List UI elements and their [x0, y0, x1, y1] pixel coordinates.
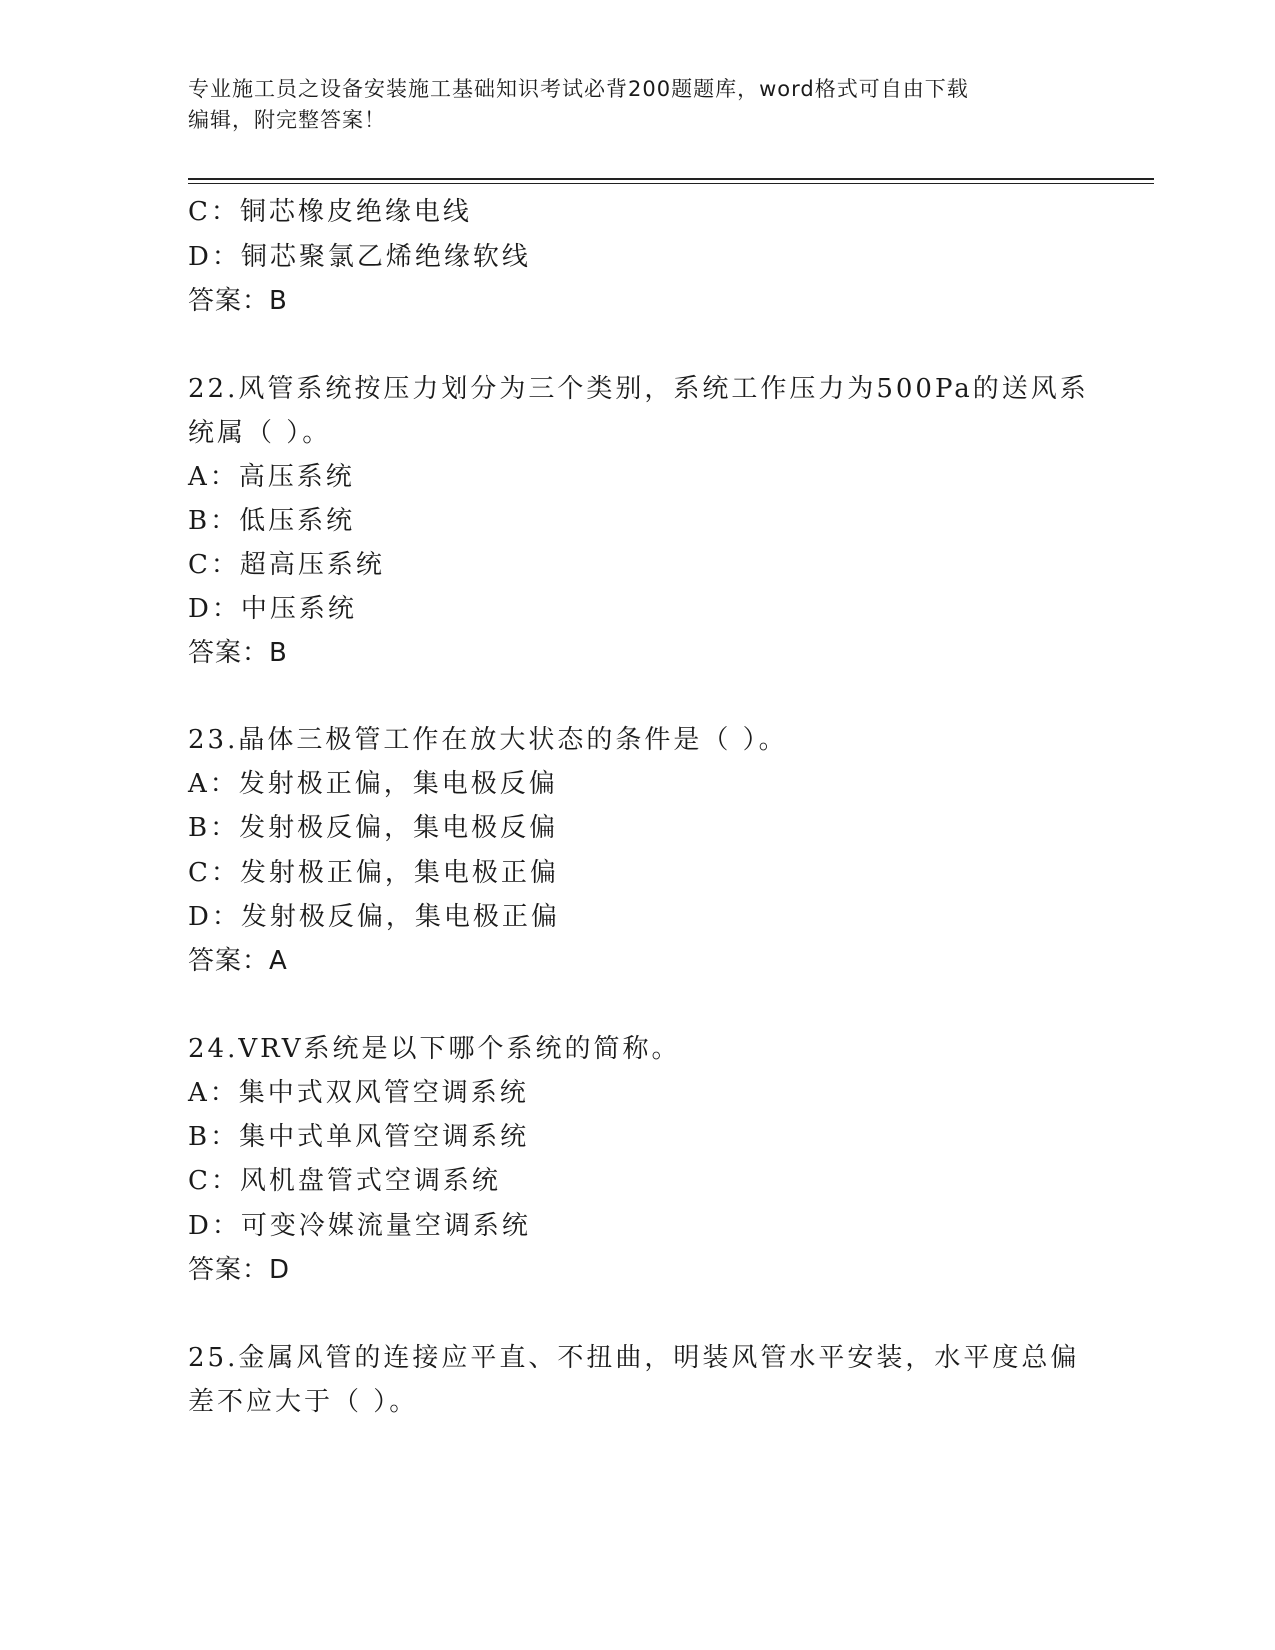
q22-answer: 答案：B — [188, 638, 288, 668]
q25-stem-line-2: 差不应大于（ ）。 — [188, 1387, 419, 1417]
q24-option-c: C：风机盘管式空调系统 — [188, 1166, 501, 1196]
q24-option-a: A：集中式双风管空调系统 — [188, 1078, 529, 1108]
q22-option-d: D：中压系统 — [188, 594, 357, 624]
q25-stem-line-1: 25.金属风管的连接应平直、不扭曲，明装风管水平安装，水平度总偏 — [188, 1343, 1080, 1373]
q23-option-d: D：发射极反偏，集电极正偏 — [188, 902, 560, 932]
q24-option-d: D：可变冷媒流量空调系统 — [188, 1211, 531, 1241]
q23-option-c: C：发射极正偏，集电极正偏 — [188, 858, 559, 888]
header-line-1: 专业施工员之设备安装施工基础知识考试必背200题题库，word格式可自由下载 — [188, 77, 969, 101]
q23-answer: 答案：A — [188, 946, 288, 976]
q22-option-b: B：低压系统 — [188, 506, 356, 536]
q23-stem-line-1: 23.晶体三极管工作在放大状态的条件是（ ）。 — [188, 725, 788, 755]
q22-stem-line-1: 22.风管系统按压力划分为三个类别，系统工作压力为500Pa的送风系 — [188, 374, 1089, 404]
q22-option-c: C：超高压系统 — [188, 550, 385, 580]
q23-option-a: A：发射极正偏，集电极反偏 — [188, 769, 558, 799]
q22-stem-line-2: 统属（ ）。 — [188, 418, 332, 448]
header-divider-thick — [188, 178, 1154, 180]
header-divider-thin — [188, 183, 1154, 184]
q22-option-a: A：高压系统 — [188, 462, 355, 492]
q24-option-b: B：集中式单风管空调系统 — [188, 1122, 530, 1152]
q24-answer: 答案：D — [188, 1255, 291, 1285]
header-line-2: 编辑，附完整答案！ — [188, 108, 386, 132]
q23-option-b: B：发射极反偏，集电极反偏 — [188, 813, 559, 843]
q21-option-d: D：铜芯聚氯乙烯绝缘软线 — [188, 242, 531, 272]
q21-option-c: C：铜芯橡皮绝缘电线 — [188, 197, 472, 227]
q24-stem-line-1: 24.VRV系统是以下哪个系统的简称。 — [188, 1034, 681, 1064]
q21-answer: 答案：B — [188, 286, 288, 316]
document-header — [188, 74, 1088, 136]
